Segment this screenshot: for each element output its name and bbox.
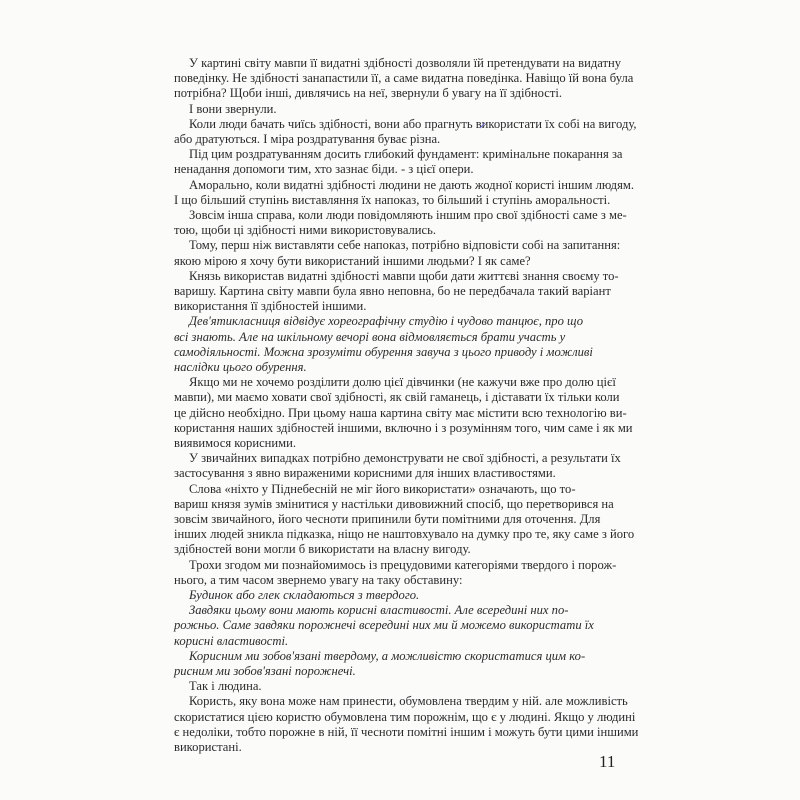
italic-text-line: Завдяки цьому вони мають корисні властивості. Але всередині них по- bbox=[189, 603, 569, 617]
text-line: Під цим роздратуванням досить глибокий фундамент: кримінальне покарання за bbox=[189, 147, 623, 161]
page-number: 11 bbox=[599, 752, 616, 771]
text-line: Князь використав видатні здібності мавпи щоби дати життєві знання своєму то- bbox=[189, 269, 619, 283]
text-line: здібностей вони могли б використати на власну вигоду. bbox=[174, 542, 471, 556]
text-line: інших людей зникла підказка, ніщо не наштовхувало на думку про те, яку саме з його bbox=[174, 527, 635, 541]
text-line: Слова «ніхто у Піднебесній не міг його використати» означають, що то- bbox=[189, 482, 576, 496]
italic-text-line: Дев'ятикласниця відвідує хореографічну студію і чудово танцює, про що bbox=[189, 314, 583, 328]
text-line: використані. bbox=[174, 740, 242, 754]
text-line: ненадання допомоги тим, хто зазнає біди. - з цієї опери. bbox=[174, 162, 474, 176]
text-line: І що більший ступінь виставляння їх напоказ, то більший і ступінь аморальності. bbox=[174, 193, 611, 207]
italic-text-line: Будинок або глек складаються з твердого. bbox=[189, 588, 420, 602]
text-line: Користь, яку вона може нам принести, обумовлена твердим у ній. але можливість bbox=[189, 694, 628, 708]
text-line: користання наших здібностей іншими, включно і з розумінням того, чим саме і як ми bbox=[174, 421, 633, 435]
italic-text-line: рожньо. Саме завдяки порожнечі всередині них ми й можемо використати їх bbox=[174, 618, 594, 632]
italic-text-line: самодіяльності. Можна зрозуміти обурення завуча з цього приводу і можливі bbox=[174, 345, 593, 359]
text-line: скористатися цією користю обумовлена тим порожнім, що є у людині. Якщо у людині bbox=[174, 710, 636, 724]
text-line: варишу. Картина світу мавпи була явно неповна, бо не передбачала такий варіант bbox=[174, 284, 611, 298]
italic-text-line: Корисним ми зобов'язані твердому, а можливістю скористатися цим ко- bbox=[189, 649, 586, 663]
text-line: У картині світу мавпи її видатні здібності дозволяли їй претендувати на видатну bbox=[189, 56, 622, 70]
text-line: Якщо ми не хочемо розділити долю цієї дівчинки (не кажучи вже про долю цієї bbox=[189, 375, 616, 389]
text-line: У звичайних випадках потрібно демонструвати не свої здібності, а результати їх bbox=[189, 451, 621, 465]
text-line: мавпи), ми маємо ховати свої здібності, як свій гаманець, і діставати їх тільки коли bbox=[174, 390, 620, 404]
text-line: І вони звернули. bbox=[189, 102, 277, 116]
pen-mark-icon bbox=[478, 120, 488, 130]
text-line: потрібна? Щоби інші, дивлячись на неї, звернули б увагу на її здібності. bbox=[174, 86, 562, 100]
italic-text-line: всі знають. Але на шкільному вечорі вона відмовляється брати участь у bbox=[174, 330, 566, 344]
text-line: Так і людина. bbox=[189, 679, 262, 693]
text-line: використання її здібностей іншими. bbox=[174, 299, 367, 313]
text-line: або дратуються. І міра роздратування буває різна. bbox=[174, 132, 441, 146]
italic-text-line: корисні властивості. bbox=[174, 634, 289, 648]
text-line: застосування з явно вираженими корисними для інших властивостями. bbox=[174, 466, 556, 480]
text-line: виявимося корисними. bbox=[174, 436, 297, 450]
text-line: Трохи згодом ми познайомимось із прецудовими категоріями твердого і порож- bbox=[189, 558, 617, 572]
italic-text-line: наслідки цього обурення. bbox=[174, 360, 307, 374]
text-line: вариш князя зумів змінитися у настільки дивовижний спосіб, що перетворився на bbox=[174, 497, 614, 511]
text-line: якою мірою я хочу бути використаний іншими людьми? І як саме? bbox=[174, 254, 531, 268]
text-line: Аморально, коли видатні здібності людини не дають жодної користі іншим людям. bbox=[189, 178, 634, 192]
text-line: Тому, перш ніж виставляти себе напоказ, потрібно відповісти собі на запитання: bbox=[189, 238, 621, 252]
text-line: є недоліки, тобто порожне в ній, її чесноти помітні іншим і можуть бути цими іншими bbox=[174, 725, 639, 739]
text-line: зовсім звичайного, його чесноти припинили бути помітними для оточення. Для bbox=[174, 512, 601, 526]
text-line: нього, а тим часом звернемо увагу на таку обставину: bbox=[174, 573, 463, 587]
text-line: тою, щоби ці здібності ними використовувались. bbox=[174, 223, 437, 237]
italic-text-line: рисним ми зобов'язані порожнечі. bbox=[174, 664, 356, 678]
text-line: Коли люди бачать чиїсь здібності, вони або прагнуть використати їх собі на вигоду, bbox=[189, 117, 637, 131]
text-line: це дійсно необхідно. При цьому наша картина світу має містити всю технологію ви- bbox=[174, 406, 627, 420]
text-line: поведінку. Не здібності занапастили її, а саме видатна поведінка. Навіщо їй вона була bbox=[174, 71, 634, 85]
text-line: Зовсім інша справа, коли люди повідомляють іншим про свої здібності саме з ме- bbox=[189, 208, 627, 222]
